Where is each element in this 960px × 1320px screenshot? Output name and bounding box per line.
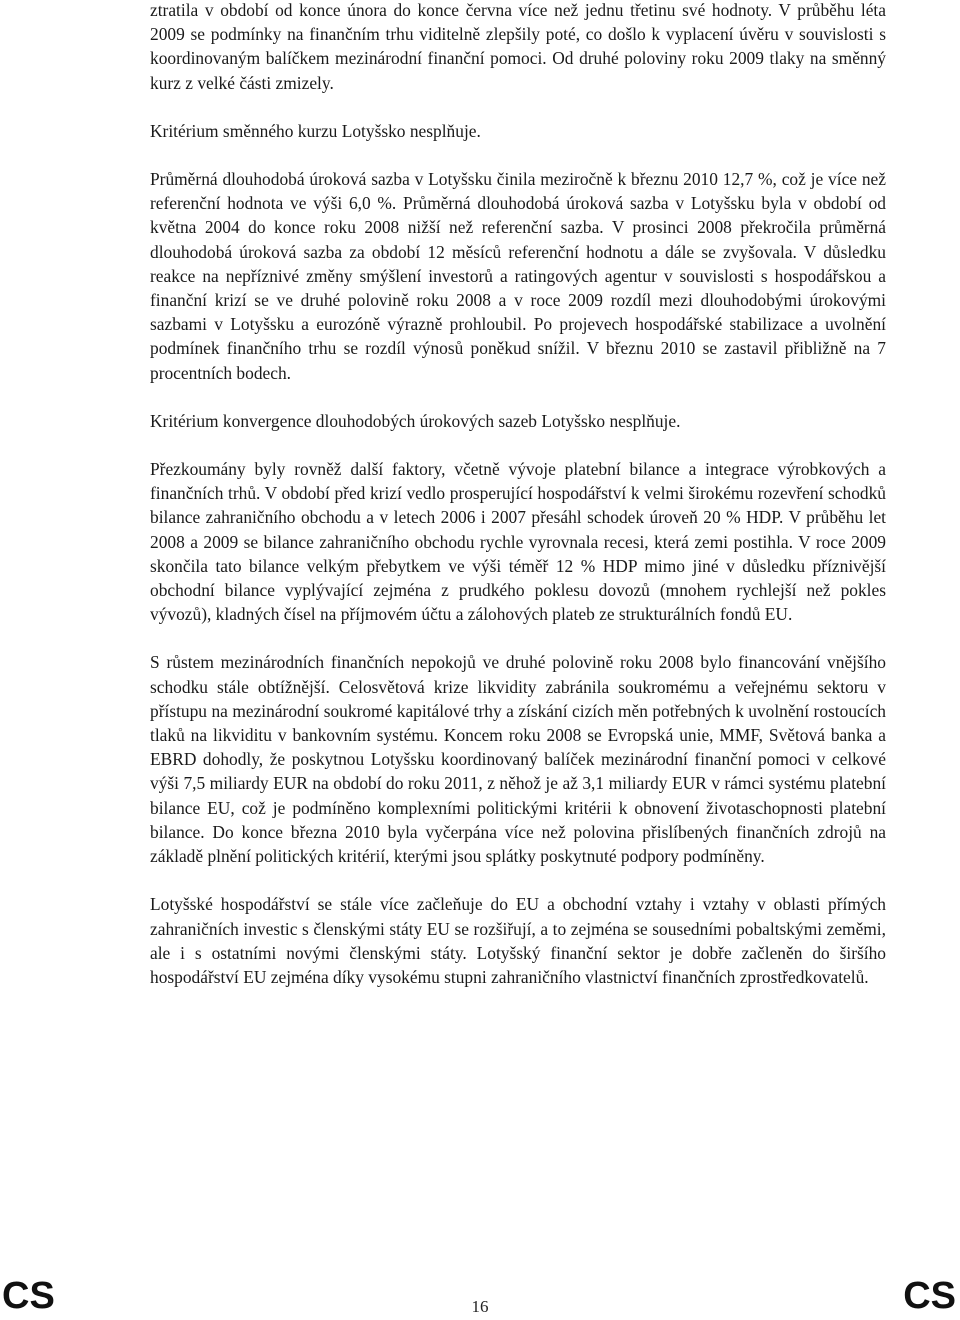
footer-language-code-right: CS [903, 1275, 956, 1317]
paragraph-exchange-rate-trend: ztratila v období od konce února do konce června více než jednu třetinu své hodnoty. V průběhu léta 2009 se podmínky na finančním trhu viditelně zlepšily poté, co došlo k vyplacení úvěru v souvislosti s koordinovaným balíčkem mezinárodní finanční pomoci. Od druhé poloviny roku 2009 tlaky na směnný kurz z velké části zmizely. [150, 0, 886, 93]
document-body [150, 0, 886, 989]
paragraph-other-factors: Přezkoumány byly rovněž další faktory, včetně vývoje platební bilance a integrace výrobkových a finančních trhů. V období před krizí vedlo prosperující hospodářství k velmi širokému rozevření schodků bilance zahraničního obchodu a v letech 2006 i 2007 přesáhl schodek úroveň 20 % HDP. V průběhu let 2008 a 2009 se bilance zahraničního obchodu rychle vyrovnala recesi, která zemi postihla. V roce 2009 skončila tato bilance velkým přebytkem ve výši téměř 12 % HDP mimo jiné v důsledku příznivější obchodní bilance vyplývající zejména z prudkého poklesu dovozů (mnohem rychlejší než pokles vývozů), kladných čísel na příjmovém účtu a zálohových plateb ze strukturálních fondů EU. [150, 459, 886, 625]
paragraph-interest-rate-criterion: Kritérium konvergence dlouhodobých úrokových sazeb Lotyšsko nesplňuje. [150, 410, 681, 431]
paragraph-interest-rates: Průměrná dlouhodobá úroková sazba v Lotyšsku činila meziročně k březnu 2010 12,7 %, což je více než referenční hodnota ve výši 6,0 %. Průměrná dlouhodobá úroková sazba v Lotyšsku byla v období od května 2004 do konce roku 2008 nižší než referenční sazba. V prosinci 2008 překročila průměrná dlouhodobá úroková sazba za období 12 měsíců referenční hodnotu a dále se zvyšovala. V důsledku reakce na nepříznivé změny smýšlení investorů a ratingových agentur v souvislosti s hospodářskou a finanční krizí se ve druhé polovině roku 2008 a v roce 2009 rozdíl mezi dlouhodobými úrokovými sazbami v Lotyšsku a eurozóně výrazně prohloubil. Po projevech hospodářské stabilizace a uvolnění podmínek finančního trhu se rozdíl výnosů poněkud snížil. V březnu 2010 se zastavil přibližně na 7 procentních bodech. [150, 169, 886, 383]
page-number: 16 [471, 1297, 489, 1316]
paragraph-integration: Lotyšské hospodářství se stále více začleňuje do EU a obchodní vztahy i vztahy v oblasti přímých zahraničních investic s členskými státy EU se rozšiřují, a to zejména se sousedními pobaltskými zeměmi, ale i s ostatními novými členskými státy. Lotyšský finanční sektor je dobře začleněn do širšího hospodářství EU zejména díky vysokému stupni zahraničního vlastnictví finančních zprostředkovatelů. [150, 894, 886, 987]
paragraph-exchange-rate-criterion: Kritérium směnného kurzu Lotyšsko nesplňuje. [150, 120, 481, 141]
footer-language-code-left: CS [2, 1275, 55, 1317]
paragraph-financing: S růstem mezinárodních finančních nepokojů ve druhé polovině roku 2008 bylo financování vnějšího schodku stále obtížnější. Celosvětová krize likvidity zabránila soukromému a veřejnému sektoru v přístupu na mezinárodní soukromé kapitálové trhy a získání cizích měn potřebných k uvolnění rostoucích tlaků na likviditu v bankovním systému. Koncem roku 2008 se Evropská unie, MMF, Světová banka a EBRD dohodly, že poskytnou Lotyšsku koordinovaný balíček mezinárodní finanční pomoci v celkové výši 7,5 miliardy EUR na období do roku 2011, z něhož je až 3,1 miliardy EUR v rámci systému platební bilance EU, což je podmíněno komplexními politickými kritérii k obnovení životaschopnosti platební bilance. Do konce března 2010 byla vyčerpána více než polovina přislíbených finančních zdrojů na základě plnění politických kritérií, kterými jsou splátky poskytnuté podpory podmíněny. [150, 652, 886, 867]
